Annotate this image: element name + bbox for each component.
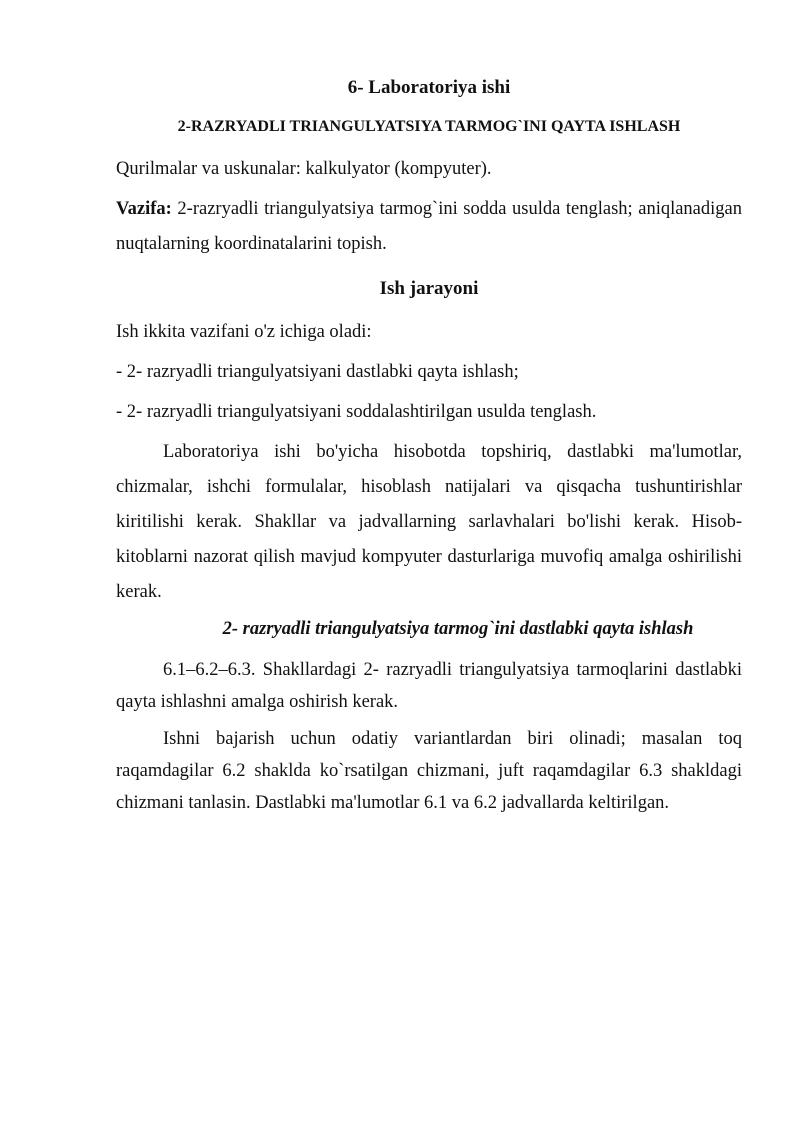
- process-heading: Ish jarayoni: [379, 278, 479, 299]
- process-item: - 2- razryadli triangulyatsiyani dastlabki qayta ishlash;: [116, 362, 519, 382]
- task-paragraph: [116, 192, 742, 262]
- process-item: - 2- razryadli triangulyatsiyani soddalashtirilgan usulda tenglash.: [116, 402, 597, 422]
- task-text: 2-razryadli triangulyatsiya tarmog`ini sodda usulda tenglash; aniqlanadigan nuqtalarning koordinatalarini topish.: [116, 199, 742, 254]
- document-title: 6- Laboratoriya ishi: [347, 77, 511, 98]
- equipment-line: Qurilmalar va uskunalar: kalkulyator (kompyuter).: [116, 159, 492, 179]
- section-paragraph-2: Ishni bajarish uchun odatiy variantlardan biri olinadi; masalan toq raqamdagilar 6.2 shaklda ko`rsatilgan chizmani, juft raqamdagilar 6.3 shakldagi chizmani tanlasin. Dastlabki ma'lumotlar 6.1 va 6.2 jadvallarda keltirilgan.: [116, 729, 742, 813]
- document-subtitle: 2-RAZRYADLI TRIANGULYATSIYA TARMOG`INI QAYTA ISHLASH: [177, 118, 681, 135]
- report-paragraph: Laboratoriya ishi bo'yicha hisobotda topshiriq, dastlabki ma'lumotlar, chizmalar, ishchi formulalar, hisoblash natijalari va qisqacha tushuntirishlar kiritilishi kerak. Shakllar va jadvallarning sarlavhalari bo'lishi kerak. Hisob-kitoblarni nazorat qilish mavjud kompyuter dasturlariga muvofiq amalga oshirilishi kerak.: [116, 442, 742, 602]
- document-page: [116, 74, 742, 819]
- process-intro: Ish ikkita vazifani o'z ichiga oladi:: [116, 322, 372, 342]
- task-label: Vazifa:: [116, 199, 172, 219]
- section-heading: 2- razryadli triangulyatsiya tarmog`ini dastlabki qayta ishlash: [222, 619, 694, 639]
- section-paragraph-1: 6.1–6.2–6.3. Shakllardagi 2- razryadli triangulyatsiya tarmoqlarini dastlabki qayta ishlashni amalga oshirish kerak.: [116, 660, 742, 712]
